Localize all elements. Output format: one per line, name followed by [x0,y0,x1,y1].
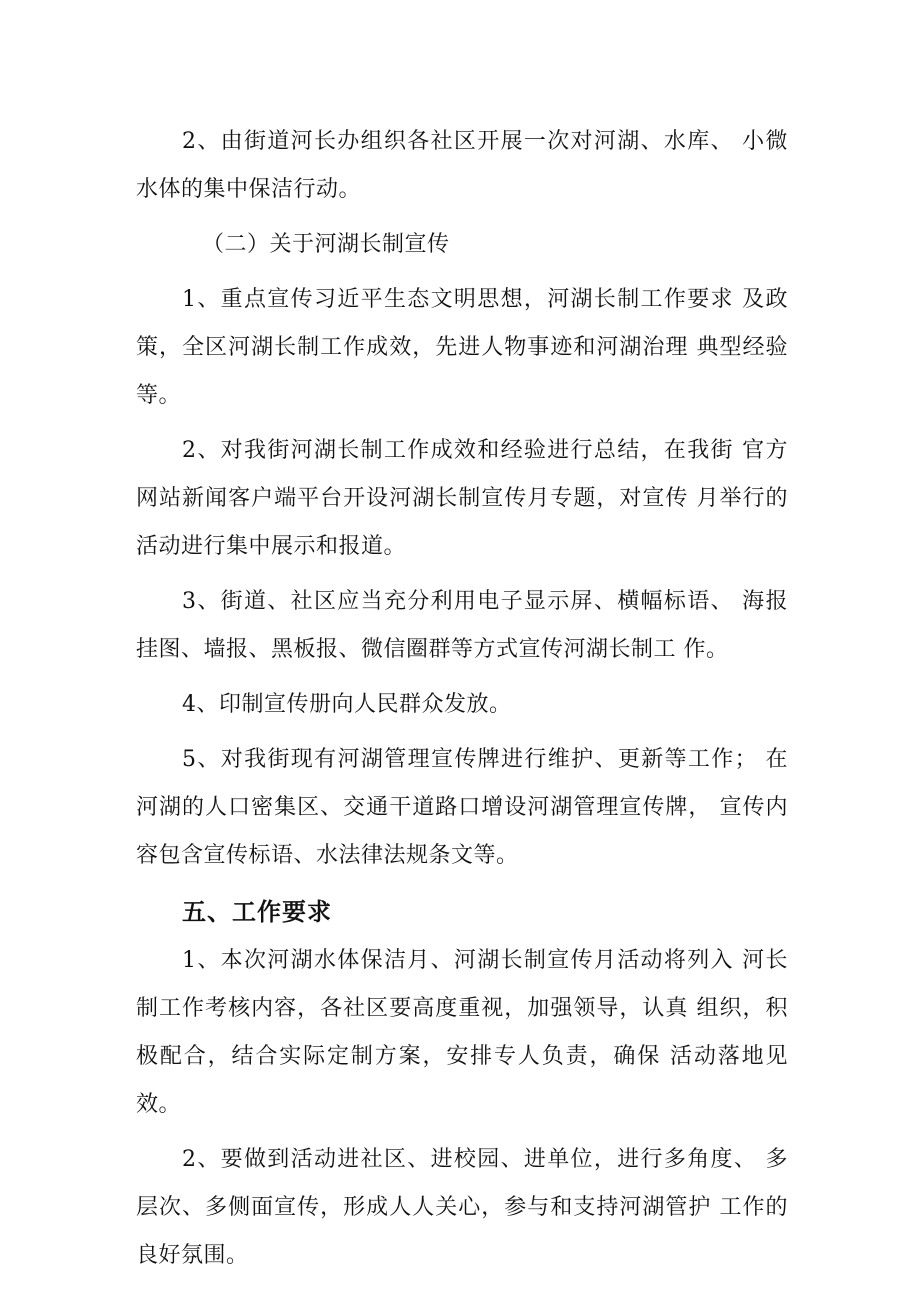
paragraph-publicity-5: 5、对我街现有河湖管理宣传牌进行维护、更新等工作； 在河湖的人口密集区、交通干道路口增设河湖管理宣传牌， 宣传内容包含宣传标语、水法律法规条文等。 [136,747,788,868]
document-body [136,118,788,1280]
paragraph-publicity-4: 4、印制宣传册向人民群众发放。 [182,692,512,717]
paragraph-publicity-2: 2、对我街河湖长制工作成效和经验进行总结，在我街 官方网站新闻客户端平台开设河湖长制宣传月专题，对宣传 月举行的活动进行集中展示和报道。 [136,438,788,559]
paragraph-requirement-2: 2、要做到活动进社区、进校园、进单位，进行多角度、 多层次、多侧面宣传，形成人人关心，参与和支持河湖管护 工作的良好氛围。 [136,1147,788,1268]
section-heading-requirements: 五、工作要求 [182,898,332,926]
paragraph-requirement-1: 1、本次河湖水体保洁月、河湖长制宣传月活动将列入 河长制工作考核内容，各社区要高度重视，加强领导，认真 组织，积极配合，结合实际定制方案，安排专人负责，确保 活动落地见效。 [136,948,788,1117]
paragraph-publicity-3: 3、街道、社区应当充分利用电子显示屏、横幅标语、 海报挂图、墙报、黑板报、微信圈群等方式宣传河湖长制工 作。 [136,589,788,662]
paragraph-cleanup-action: 2、由街道河长办组织各社区开展一次对河湖、水库、 小微水体的集中保洁行动。 [136,129,788,202]
subheading-publicity: （二）关于河湖长制宣传 [202,232,450,257]
paragraph-publicity-1: 1、重点宣传习近平生态文明思想，河湖长制工作要求 及政策，全区河湖长制工作成效，先进人物事迹和河湖治理 典型经验等。 [136,287,788,408]
